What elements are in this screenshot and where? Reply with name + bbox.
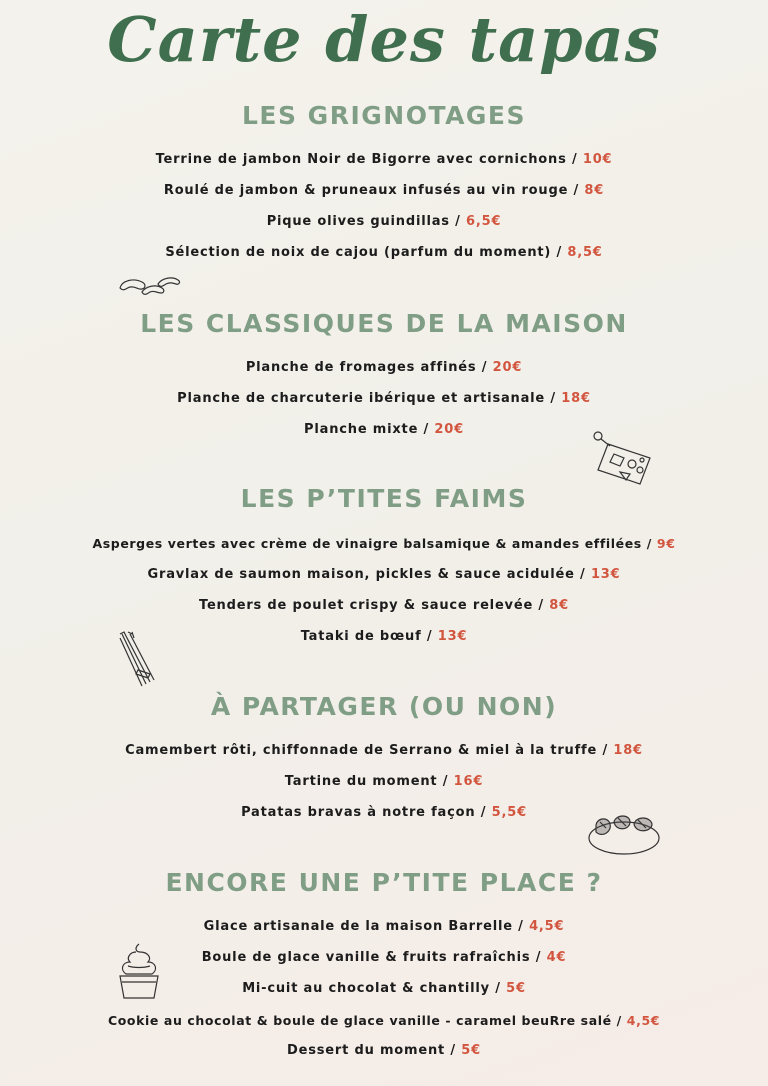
menu-item xyxy=(0,773,768,791)
item-name: Glace artisanale de la maison Barrelle xyxy=(203,919,513,934)
item-name: Planche de charcuterie ibérique et artisanale xyxy=(177,391,546,406)
item-name: Gravlax de saumon maison, pickles & sauce acidulée xyxy=(147,567,575,582)
separator: / xyxy=(421,629,438,644)
item-price: 20€ xyxy=(492,360,523,375)
separator: / xyxy=(476,360,493,375)
item-name: Tenders de poulet crispy & sauce relevée xyxy=(199,598,534,613)
section-title-ptites-faims: LES P’TITES FAIMS xyxy=(240,484,528,513)
menu-title: Carte des tapas xyxy=(107,3,661,76)
separator: / xyxy=(475,805,492,820)
item-name: Tataki de bœuf xyxy=(300,629,422,644)
patatas-bravas-icon xyxy=(586,808,662,858)
item-name: Dessert du moment xyxy=(287,1043,446,1058)
item-price: 8€ xyxy=(584,183,605,198)
menu-item xyxy=(0,182,768,200)
separator: / xyxy=(597,743,614,758)
separator: / xyxy=(566,152,583,167)
menu-item xyxy=(0,244,768,262)
item-price: 5€ xyxy=(461,1043,481,1058)
separator: / xyxy=(641,536,657,551)
item-price: 20€ xyxy=(434,422,464,437)
item-price: 4,5€ xyxy=(626,1013,661,1028)
item-name: Boule de glace vanille & fruits rafraîchis xyxy=(201,950,531,965)
item-price: 4,5€ xyxy=(529,919,565,934)
item-name: Terrine de jambon Noir de Bigorre avec cornichons xyxy=(155,152,567,167)
separator: / xyxy=(418,422,435,437)
menu-item xyxy=(0,742,768,760)
menu-item xyxy=(0,1042,768,1060)
item-price: 18€ xyxy=(613,743,643,758)
item-name: Mi-cuit au chocolat & chantilly xyxy=(242,981,490,996)
section-title-classiques: LES CLASSIQUES DE LA MAISON xyxy=(140,309,628,338)
separator: / xyxy=(551,245,568,260)
separator: / xyxy=(533,598,550,613)
item-price: 9€ xyxy=(656,536,676,551)
cashew-nuts-icon xyxy=(116,274,182,300)
item-price: 6,5€ xyxy=(466,214,502,229)
item-price: 5€ xyxy=(506,981,526,996)
item-name: Planche de fromages affinés xyxy=(245,360,477,375)
menu-item xyxy=(0,1012,768,1030)
item-price: 13€ xyxy=(590,567,621,582)
section-title-partager: À PARTAGER (OU NON) xyxy=(210,692,558,721)
separator: / xyxy=(530,950,547,965)
item-name: Roulé de jambon & pruneaux infusés au vin rouge xyxy=(163,183,569,198)
item-name: Tartine du moment xyxy=(284,774,438,789)
separator: / xyxy=(489,981,507,996)
item-price: 13€ xyxy=(437,629,468,644)
separator: / xyxy=(611,1013,627,1028)
section-title-dessert: ENCORE UNE P’TITE PLACE ? xyxy=(165,868,603,897)
cutting-board-icon xyxy=(590,428,660,488)
item-price: 10€ xyxy=(582,152,613,167)
menu-item xyxy=(0,390,768,408)
separator: / xyxy=(437,774,454,789)
item-name: Pique olives guindillas xyxy=(266,214,450,229)
menu-item xyxy=(0,535,768,553)
menu-item xyxy=(0,151,768,169)
separator: / xyxy=(445,1043,462,1058)
item-price: 16€ xyxy=(453,774,484,789)
asparagus-icon xyxy=(116,630,162,690)
item-name: Camembert rôti, chiffonnade de Serrano & miel à la truffe xyxy=(125,743,598,758)
item-price: 8€ xyxy=(549,598,569,613)
item-name: Patatas bravas à notre façon xyxy=(241,805,476,820)
menu-item xyxy=(0,359,768,377)
item-name: Asperges vertes avec crème de vinaigre balsamique & amandes effilées xyxy=(92,536,642,551)
item-price: 5,5€ xyxy=(491,805,527,820)
item-price: 8,5€ xyxy=(567,245,603,260)
separator: / xyxy=(545,391,562,406)
menu-item xyxy=(0,918,768,936)
section-title-grignotages: LES GRIGNOTAGES xyxy=(241,101,527,130)
menu-item xyxy=(0,566,768,584)
item-name: Cookie au chocolat & boule de glace vanille - caramel beuRre salé xyxy=(107,1013,612,1028)
separator: / xyxy=(568,183,585,198)
menu-item xyxy=(0,213,768,231)
item-name: Planche mixte xyxy=(304,422,419,437)
separator: / xyxy=(512,919,530,934)
separator: / xyxy=(449,214,467,229)
separator: / xyxy=(574,567,591,582)
ice-cream-cup-icon xyxy=(114,940,164,1002)
item-name: Sélection de noix de cajou (parfum du moment) xyxy=(165,245,552,260)
menu-item xyxy=(0,597,768,615)
item-price: 18€ xyxy=(561,391,591,406)
item-price: 4€ xyxy=(546,950,567,965)
